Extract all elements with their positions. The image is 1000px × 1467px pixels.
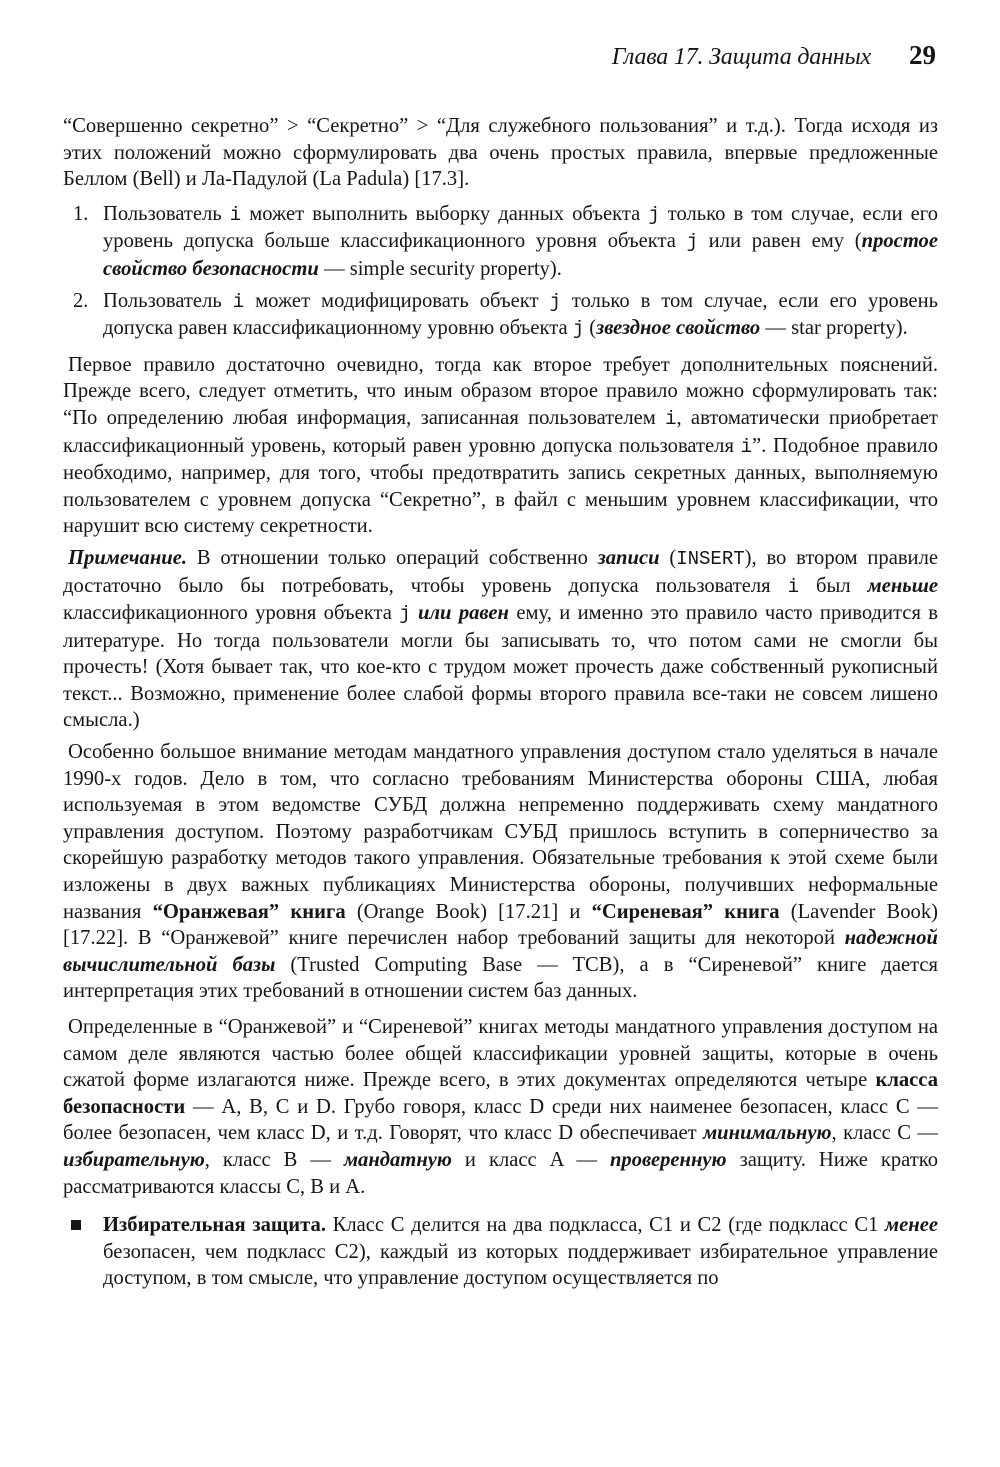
list-item: 1. Пользователь i может выполнить выборку данных объекта j только в том случае, если его уровень допуска больше классификационного уровня объекта j или равен ему (простое свойство безопасности — simple security property). [73, 202, 939, 280]
paragraph-3: Особенно большое внимание методам мандатного управления доступом стало уделяться в начале 1990-х годов. Дело в том, что согласно требованиям Министерства обороны США, любая используемая в этом ведомстве СУБД должна непременно поддерживать схему мандатного управления доступом. Поэтому разработчикам СУБД пришлось вступить в соперничество за скорейшую разработку методов такого управления. Обязательные требования к этой схеме были изложены в двух важных публикациях Министерства обороны, получивших неформальные названия “Оранжевая” книга (Orange Book) [17.21] и “Сиреневая” книга (Lavender Book) [17.22]. В “Оранжевой” книге перечислен набор требований защиты для некоторой надежной вычислительной базы (Trusted Computing Base — TCB), а в “Сиреневой” книге дается интерпретация этих требований в отношении систем баз данных. [63, 741, 939, 1003]
paragraph-4: Определенные в “Оранжевой” и “Сиреневой” книгах методы мандатного управления доступом на самом деле являются частью более общей классификации уровней защиты, которые в очень сжатой форме излагаются ниже. Прежде всего, в этих документах определяются четыре класса безопасности — A, B, C и D. Грубо говоря, класс D среди них наименее безопасен, класс C — более безопасен, чем класс D, и т.д. Говорят, что класс D обеспечивает минимальную, класс C — избирательную, класс B — мандатную и класс A — проверенную защиту. Ниже кратко рассматриваются классы C, B и A. [63, 1016, 938, 1198]
rules-list [63, 201, 938, 343]
page-number: 29 [909, 40, 936, 70]
running-title: Глава 17. Защита данных [611, 44, 871, 70]
note-label: Примечание. [68, 546, 188, 569]
square-bullet-icon [71, 1220, 81, 1230]
page-body [63, 113, 938, 1292]
bullet-item: Избирательная защита. Класс C делится на два подкласса, C1 и C2 (где подкласс C1 менее безопасен, чем подкласс C2), каждый из которых поддерживает избирательное управление доступом, в том смысле, что управление доступом осуществляется по [63, 1212, 938, 1292]
bullet-label: Избирательная защита. [103, 1214, 326, 1237]
list-item: 2. Пользователь i может модифицировать объект j только в том случае, если его уровень допуска равен классификационному уровню объекта j (звездное свойство — star property). [73, 289, 938, 341]
note-paragraph: Примечание. В отношении только операций собственно записи (INSERT), во втором правиле достаточно было бы потребовать, чтобы уровень допуска пользователя i был меньше классификационного уровня объекта j или равен ему, и именно это правило часто приводится в литературе. Но тогда пользователи могли бы записывать то, что потом сами не смогли бы прочесть! (Хотя бывает так, что кое-кто с трудом может прочесть даже собственный рукописный текст... Возможно, применение более слабой формы второго правила все-таки не совсем лишено смысла.) [63, 546, 939, 732]
running-head [612, 40, 936, 71]
paragraph-2: Первое правило достаточно очевидно, тогда как второе требует дополнительных пояснений. Прежде всего, следует отметить, что иным образом второе правило можно сформулировать так: “По определению любая информация, записанная пользователем i, автоматически приобретает классификационный уровень, который равен уровню допуска пользователя i”. Подобное правило необходимо, например, для того, чтобы предотвратить запись секретных данных, выполняемую пользователем с уровнем допуска “Секретно”, в файл с меньшим уровнем классификации, что нарушит всю систему секретности. [63, 353, 938, 538]
paragraph-1: “Совершенно секретно” > “Секретно” > “Для служебного пользования” и т.д.). Тогда исходя из этих положений можно сформулировать два очень простых правила, впервые предложенные Беллом (Bell) и Ла-Падулой (La Padula) [17.3]. [63, 115, 938, 191]
